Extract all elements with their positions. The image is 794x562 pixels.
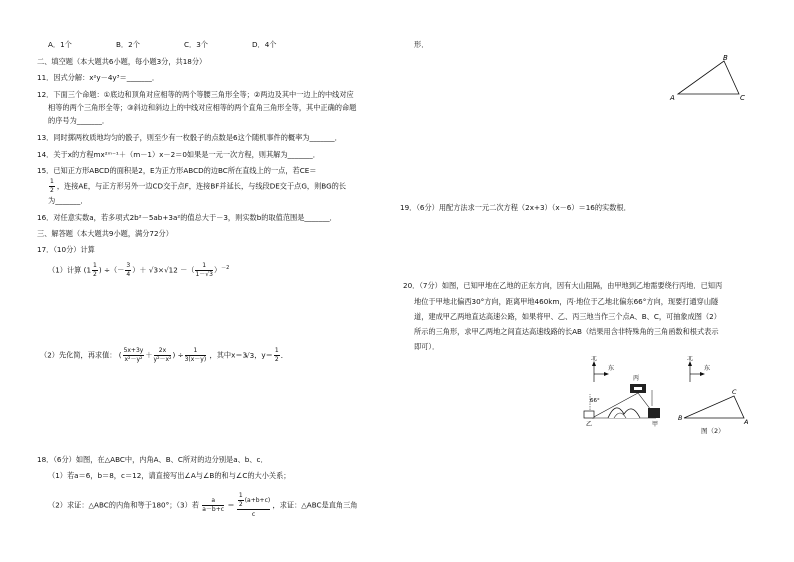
triangle-label-b: B [723, 54, 728, 62]
question-12-line2: 相等的两个三角形全等；③斜边和斜边上的中线对应相等的两个直角三角形全等，其中正确的命题 [48, 103, 357, 112]
figure-2-triangle [676, 356, 756, 430]
section-3-heading: 三、解答题（本大题共9小题，满分72分） [37, 229, 173, 238]
option-c: C．3个 [184, 40, 208, 49]
question-20-line1: 20．（7分）如图，已知甲地在乙地的正东方向，因有大山阻隔，由甲地到乙地需要绕行丙地．已知丙 [403, 281, 723, 290]
question-12-line3: 的序号为_______． [48, 116, 110, 125]
question-18-continuation: 形． [414, 40, 429, 49]
question-14: 14．关于x的方程mx²ᵐ⁻¹＋（m－1）x－2＝0如果是一元一次方程，则其解为_______． [37, 150, 320, 159]
map-figure [580, 356, 670, 428]
question-18-part2: （2）求证：△ABC的内角和等于180°；（3）若 $\frac{a}{a-b+c}$ ＝ $\frac{1}{2}$ (a+b+c) c ，求证：△ABC是直角三角 [48, 492, 358, 518]
section-2-heading: 二、填空题（本大题共6小题，每小题3分，共18分） [37, 57, 207, 66]
question-19: 19．（6分）用配方法求一元二次方程（2x+3）（x－6）＝16的实数根． [400, 203, 631, 212]
question-11: 11．因式分解：x²y－4y³＝_______． [37, 73, 160, 82]
question-15-line1: 15．已知正方形ABCD的面积是2，E为正方形ABCD的边BC所在直线上的一点，若CE＝ [37, 166, 317, 175]
triangle-label-c: C [740, 94, 745, 102]
question-15-line3: 为_______． [48, 196, 88, 205]
fig2-label-a: A [744, 418, 749, 426]
option-a: A．1个 [48, 40, 72, 49]
triangle-figure [660, 52, 754, 102]
question-20-line2: 地位于甲地北偏西30°方向，距离甲地460km，丙·地位于乙地北偏东66°方向，现要打通穿山隧 [414, 297, 719, 306]
option-b: B．2个 [116, 40, 140, 49]
fig2-north-label: 北 [687, 356, 694, 362]
north-label: 北 [591, 356, 598, 362]
question-20-line5: 即可）． [414, 342, 440, 351]
question-17-heading: 17．（10分）计算 [37, 245, 95, 254]
question-20-line4: 所示的三角形，求甲乙两地之间直达高速线路的长AB（结果用含非特殊角的三角函数和根式表示 [414, 327, 719, 336]
question-18-heading: 18．（6分）如图，在△ABC中，内角A、B、C所对的边分别是a、b、c． [37, 455, 268, 464]
east-label: 东 [608, 365, 615, 372]
question-13: 13．同时掷两枚质地均匀的骰子，则至少有一枚骰子的点数是6这个随机事件的概率为_______． [37, 133, 342, 142]
question-17-part2: （2）先化简，再求值： ( $\frac{5x+3y}{\text{x²－y²}}$ ＋ $\frac{2x}{\text{y²－x²}}$ ) ÷ $\frac{1}{3(x-y)}$ ，其中x＝3√3，y＝ $\frac{1}{2}$ ． [40, 347, 288, 363]
question-20-line3: 道，建成甲乙两地直达高速公路，如果将甲、乙、丙三地当作三个点A、B、C，可抽象成图（2） [414, 312, 721, 321]
question-12-line1: 12．下面三个命题：①底边和顶角对应相等的两个等腰三角形全等；②两边及其中一边上的中线对应 [37, 90, 354, 99]
angle-66-label: 66° [590, 398, 600, 404]
jia-label: 甲 [652, 421, 659, 428]
question-17-part1: （1）计算 (1 $\frac{1}{2}$ ) ÷（－ $\frac{3}{4}$ ）＋ √3×√12 －（ $\frac{1}{1-√3}$ ）$^{-2}$ [48, 262, 230, 278]
fig2-label-c: C [732, 388, 737, 396]
figure-2-caption: 图（2） [701, 427, 725, 435]
fig2-east-label: 东 [704, 365, 711, 372]
yi-label: 乙 [586, 421, 593, 428]
bing-label: 丙 [633, 375, 640, 382]
triangle-label-a: A [670, 94, 675, 102]
fig2-label-b: B [678, 414, 683, 422]
option-d: D．4个 [252, 40, 277, 49]
question-18-part1: （1）若a＝6，b＝8，c＝12，请直接写出∠A与∠B的和与∠C的大小关系； [48, 471, 291, 480]
question-16: 16．对任意实数a，若多项式2b²－5ab+3a²的值总大于－3，则实数b的取值范围是_______． [37, 213, 337, 222]
question-15-line2: $\frac{1}{2}$ ，连接AE，与正方形另外一边CD交于点F，连接BF并延长，与线段DE交于点G，则BG的长 [50, 178, 347, 194]
